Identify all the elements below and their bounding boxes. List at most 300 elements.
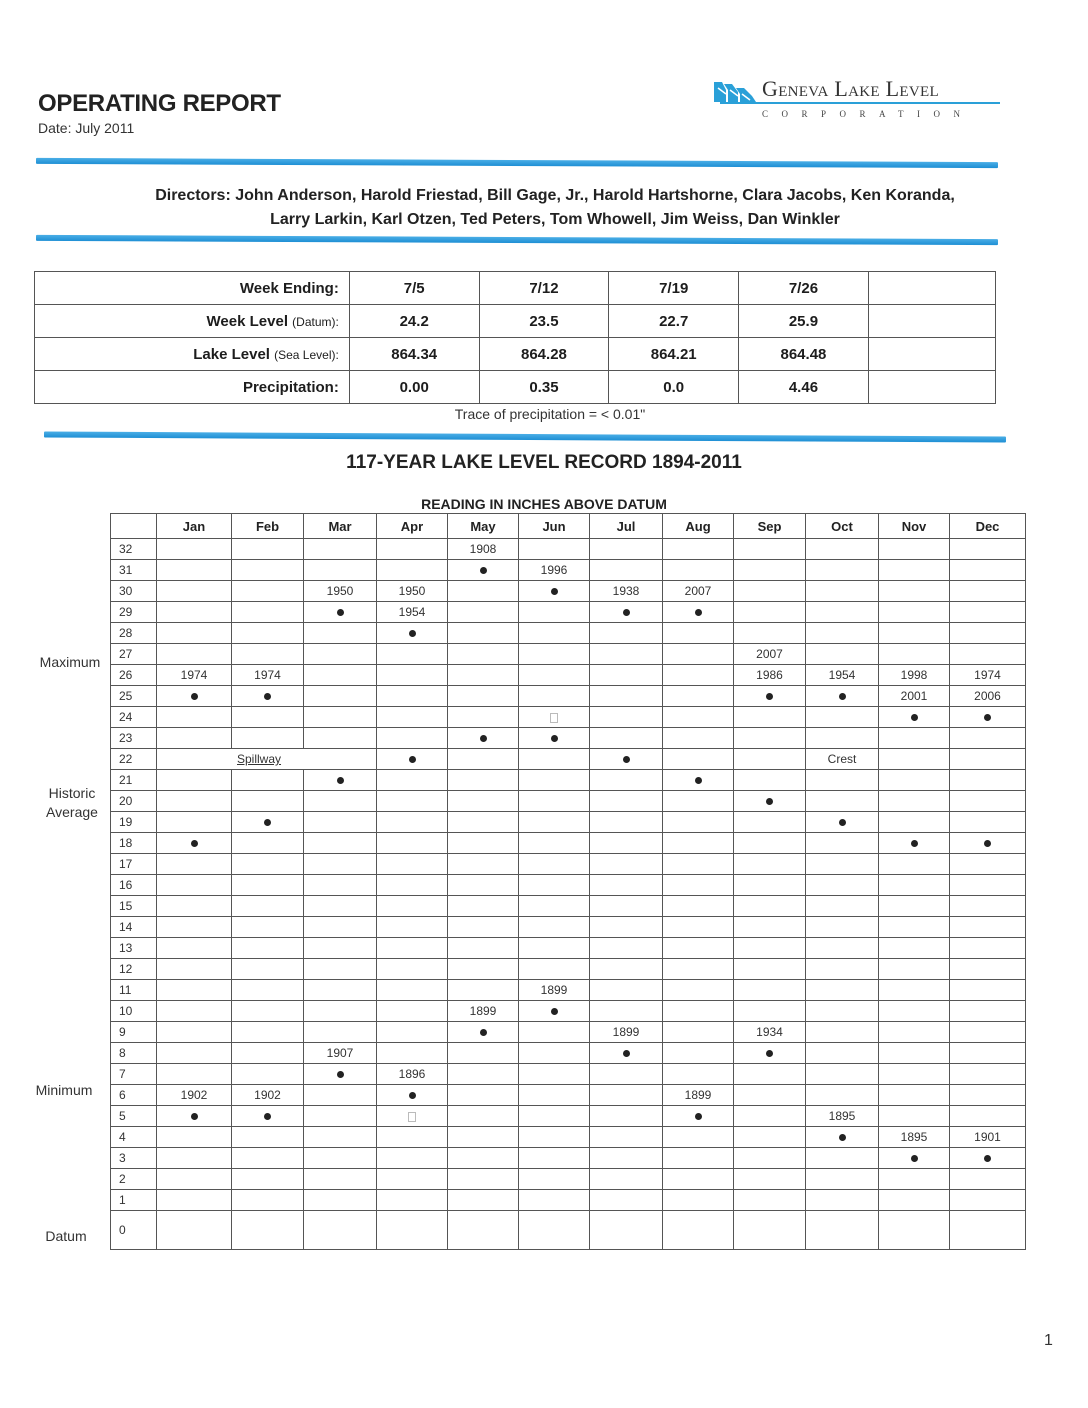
grid-cell-aug xyxy=(663,791,734,812)
grid-cell-mar xyxy=(304,896,377,917)
grid-cell-aug xyxy=(663,728,734,749)
grid-cell-apr xyxy=(377,1211,448,1250)
grid-cell-oct xyxy=(806,539,879,560)
grid-cell-sep xyxy=(734,1106,806,1127)
grid-cell-sep xyxy=(734,1043,806,1064)
grid-cell-nov xyxy=(879,980,950,1001)
lake-level-record-grid xyxy=(110,513,1026,1250)
grid-cell-aug xyxy=(663,1001,734,1022)
grid-cell-dec xyxy=(950,938,1026,959)
grid-cell-apr xyxy=(377,686,448,707)
level-dot-marker xyxy=(480,735,487,742)
grid-cell-may xyxy=(448,665,519,686)
grid-cell-oct xyxy=(806,1127,879,1148)
report-date: Date: July 2011 xyxy=(38,120,135,136)
level-label: 32 xyxy=(111,539,157,560)
grid-cell-jan xyxy=(157,707,232,728)
level-dot-marker xyxy=(264,693,271,700)
level-dot-marker xyxy=(480,1029,487,1036)
grid-cell-nov xyxy=(879,581,950,602)
grid-cell-aug xyxy=(663,581,734,602)
level-label: 15 xyxy=(111,896,157,917)
level-row xyxy=(111,644,1026,665)
grid-cell-mar xyxy=(304,644,377,665)
grid-cell-may xyxy=(448,1190,519,1211)
row-label-unit: (Datum): xyxy=(292,314,339,329)
grid-cell-oct xyxy=(806,980,879,1001)
grid-cell-may xyxy=(448,980,519,1001)
grid-cell-feb xyxy=(232,707,304,728)
level-label: 30 xyxy=(111,581,157,602)
level-label: 22 xyxy=(111,749,157,770)
grid-cell-jan xyxy=(157,1190,232,1211)
level-dot-marker xyxy=(984,714,991,721)
grid-cell-mar xyxy=(304,917,377,938)
grid-cell-jan xyxy=(157,1043,232,1064)
grid-cell-jan xyxy=(157,644,232,665)
grid-cell-nov xyxy=(879,665,950,686)
level-dot-marker xyxy=(409,1092,416,1099)
record-year: 1950 xyxy=(326,584,354,598)
grid-cell-jun xyxy=(519,1169,590,1190)
level-label: 10 xyxy=(111,1001,157,1022)
level-row xyxy=(111,896,1026,917)
weekly-cell: 864.34 xyxy=(349,338,479,371)
grid-cell-jan xyxy=(157,539,232,560)
row-label-text: Lake Level xyxy=(193,345,275,363)
grid-cell-oct xyxy=(806,1085,879,1106)
grid-cell-aug xyxy=(663,959,734,980)
grid-cell-may xyxy=(448,812,519,833)
grid-cell-aug xyxy=(663,938,734,959)
grid-cell-nov xyxy=(879,1043,950,1064)
level-row xyxy=(111,812,1026,833)
grid-cell-mar xyxy=(304,1169,377,1190)
grid-cell-jun xyxy=(519,665,590,686)
grid-cell-oct xyxy=(806,959,879,980)
grid-cell-may xyxy=(448,602,519,623)
grid-cell-apr xyxy=(377,1190,448,1211)
record-year: 1896 xyxy=(398,1067,426,1081)
grid-cell-mar xyxy=(304,854,377,875)
weekly-row xyxy=(35,305,996,338)
grid-cell-jul xyxy=(590,728,663,749)
grid-cell-sep xyxy=(734,1169,806,1190)
level-dot-marker xyxy=(191,1113,198,1120)
grid-cell-jun xyxy=(519,1190,590,1211)
grid-cell-dec xyxy=(950,1022,1026,1043)
grid-cell-oct xyxy=(806,1190,879,1211)
grid-cell-jan xyxy=(157,686,232,707)
grid-cell-may xyxy=(448,1043,519,1064)
record-year: 1996 xyxy=(540,563,568,577)
grid-cell-aug xyxy=(663,1043,734,1064)
record-year: 1908 xyxy=(469,542,497,556)
level-row xyxy=(111,854,1026,875)
grid-cell-mar xyxy=(304,623,377,644)
grid-cell-jun xyxy=(519,770,590,791)
weekly-row-label xyxy=(35,338,350,371)
grid-cell-aug xyxy=(663,623,734,644)
level-row xyxy=(111,980,1026,1001)
grid-cell-feb xyxy=(232,833,304,854)
level-dot-marker xyxy=(695,1113,702,1120)
grid-cell-jul xyxy=(590,812,663,833)
grid-cell-apr xyxy=(377,581,448,602)
grid-cell-oct xyxy=(806,938,879,959)
grid-cell-oct xyxy=(806,1043,879,1064)
level-dot-marker xyxy=(337,1071,344,1078)
level-label: 31 xyxy=(111,560,157,581)
grid-cell-jan xyxy=(157,980,232,1001)
grid-cell-apr xyxy=(377,749,448,770)
grid-cell-may xyxy=(448,1169,519,1190)
grid-cell-may xyxy=(448,833,519,854)
grid-cell-sep xyxy=(734,1022,806,1043)
grid-cell-oct xyxy=(806,833,879,854)
record-year: 1907 xyxy=(326,1046,354,1060)
level-dot-marker xyxy=(839,693,846,700)
grid-cell-aug xyxy=(663,686,734,707)
month-header-jan: Jan xyxy=(157,514,232,539)
grid-cell-aug xyxy=(663,1169,734,1190)
grid-cell-jun xyxy=(519,980,590,1001)
month-header-nov: Nov xyxy=(879,514,950,539)
grid-cell-apr xyxy=(377,812,448,833)
grid-cell-may xyxy=(448,539,519,560)
grid-cell-mar xyxy=(304,1127,377,1148)
grid-cell-jun xyxy=(519,581,590,602)
grid-cell-nov xyxy=(879,1169,950,1190)
level-label: 17 xyxy=(111,854,157,875)
grid-cell-oct xyxy=(806,623,879,644)
grid-cell-oct xyxy=(806,1148,879,1169)
weekly-cell xyxy=(868,371,995,404)
weekly-cell: 864.21 xyxy=(609,338,739,371)
grid-cell-jan xyxy=(157,854,232,875)
weekly-cell: 4.46 xyxy=(739,371,869,404)
grid-cell-aug xyxy=(663,875,734,896)
row-label-text: Precipitation: xyxy=(242,378,339,396)
corner-cell xyxy=(111,514,157,539)
grid-cell-mar xyxy=(304,728,377,749)
grid-cell-dec xyxy=(950,707,1026,728)
grid-cell-jun xyxy=(519,1106,590,1127)
grid-cell-jun xyxy=(519,812,590,833)
grid-cell-may xyxy=(448,707,519,728)
grid-cell-apr xyxy=(377,854,448,875)
report-title: OPERATING REPORT xyxy=(38,90,281,117)
grid-cell-sep xyxy=(734,1211,806,1250)
grid-cell-may xyxy=(448,1022,519,1043)
level-label: 5 xyxy=(111,1106,157,1127)
grid-cell-jun xyxy=(519,539,590,560)
level-row xyxy=(111,1127,1026,1148)
grid-cell-mar xyxy=(304,770,377,791)
grid-cell-feb xyxy=(232,1106,304,1127)
grid-cell-jan xyxy=(157,560,232,581)
grid-cell-jun xyxy=(519,1211,590,1250)
grid-cell-sep xyxy=(734,854,806,875)
level-dot-marker xyxy=(984,840,991,847)
grid-cell-jun xyxy=(519,1127,590,1148)
grid-cell-jan xyxy=(157,770,232,791)
weekly-cell: 7/26 xyxy=(739,272,869,305)
grid-cell-dec xyxy=(950,1127,1026,1148)
grid-cell-jan xyxy=(157,665,232,686)
level-label: 25 xyxy=(111,686,157,707)
record-year: 1974 xyxy=(974,668,1001,682)
level-row xyxy=(111,1064,1026,1085)
grid-cell-aug xyxy=(663,1211,734,1250)
grid-cell-feb xyxy=(232,560,304,581)
weekly-row-label xyxy=(35,371,350,404)
level-dot-marker xyxy=(984,1155,991,1162)
grid-cell-may xyxy=(448,581,519,602)
grid-cell-nov xyxy=(879,1001,950,1022)
grid-cell-nov xyxy=(879,1211,950,1250)
level-row xyxy=(111,749,1026,770)
grid-cell-feb xyxy=(232,686,304,707)
grid-cell-sep xyxy=(734,875,806,896)
grid-cell-feb xyxy=(232,1022,304,1043)
grid-cell-nov xyxy=(879,770,950,791)
historic-average-label xyxy=(30,784,114,822)
grid-cell-oct xyxy=(806,875,879,896)
level-dot-marker xyxy=(695,609,702,616)
maximum-label: Maximum xyxy=(39,654,101,670)
grid-cell-jan xyxy=(157,1064,232,1085)
grid-cell-jun xyxy=(519,896,590,917)
record-year: 1895 xyxy=(828,1109,856,1123)
record-year: 1899 xyxy=(540,983,568,997)
grid-cell-sep xyxy=(734,644,806,665)
grid-cell-mar xyxy=(304,602,377,623)
grid-cell-sep xyxy=(734,917,806,938)
grid-cell-jun xyxy=(519,854,590,875)
grid-cell-jun xyxy=(519,623,590,644)
level-row xyxy=(111,560,1026,581)
grid-cell-sep xyxy=(734,1064,806,1085)
level-label: 20 xyxy=(111,791,157,812)
level-label: 26 xyxy=(111,665,157,686)
grid-cell-apr xyxy=(377,1022,448,1043)
grid-cell-aug xyxy=(663,854,734,875)
grid-cell-feb xyxy=(232,644,304,665)
grid-cell-jul xyxy=(590,1085,663,1106)
level-label: 11 xyxy=(111,980,157,1001)
grid-cell-jun xyxy=(519,602,590,623)
grid-cell-apr xyxy=(377,539,448,560)
grid-cell-feb xyxy=(232,602,304,623)
level-row xyxy=(111,833,1026,854)
grid-cell-aug xyxy=(663,1022,734,1043)
grid-cell-jan xyxy=(157,728,232,749)
grid-cell-sep xyxy=(734,602,806,623)
grid-cell-sep xyxy=(734,560,806,581)
level-label: 16 xyxy=(111,875,157,896)
grid-cell-apr xyxy=(377,1106,448,1127)
level-label: 21 xyxy=(111,770,157,791)
grid-cell-nov xyxy=(879,749,950,770)
grid-cell-feb xyxy=(232,581,304,602)
grid-cell-may xyxy=(448,1001,519,1022)
grid-cell-jul xyxy=(590,1148,663,1169)
grid-cell-jul xyxy=(590,896,663,917)
grid-cell-sep xyxy=(734,959,806,980)
grid-cell-dec xyxy=(950,959,1026,980)
level-dot-marker xyxy=(766,798,773,805)
grid-cell-nov xyxy=(879,959,950,980)
grid-cell-may xyxy=(448,875,519,896)
grid-cell-jan xyxy=(157,833,232,854)
grid-cell-apr xyxy=(377,1043,448,1064)
grid-cell-mar xyxy=(304,791,377,812)
level-dot-marker xyxy=(911,1155,918,1162)
record-year: 1954 xyxy=(828,668,856,682)
grid-cell-nov xyxy=(879,791,950,812)
level-label: 23 xyxy=(111,728,157,749)
grid-cell-jul xyxy=(590,833,663,854)
grid-cell-nov xyxy=(879,854,950,875)
grid-cell-dec xyxy=(950,854,1026,875)
grid-cell-apr xyxy=(377,560,448,581)
grid-cell-jun xyxy=(519,917,590,938)
grid-cell-aug xyxy=(663,896,734,917)
record-title: 117-YEAR LAKE LEVEL RECORD 1894-2011 xyxy=(346,452,742,473)
minimum-label: Minimum xyxy=(35,1082,93,1098)
grid-cell-sep xyxy=(734,539,806,560)
datum-label: Datum xyxy=(45,1228,87,1244)
grid-cell-apr xyxy=(377,665,448,686)
grid-cell-may xyxy=(448,770,519,791)
grid-cell-aug xyxy=(663,1106,734,1127)
grid-cell-mar xyxy=(304,959,377,980)
grid-cell-jul xyxy=(590,749,663,770)
grid-cell-apr xyxy=(377,917,448,938)
grid-cell-apr xyxy=(377,1064,448,1085)
grid-cell-nov xyxy=(879,938,950,959)
grid-cell-sep xyxy=(734,1085,806,1106)
level-dot-marker xyxy=(623,1050,630,1057)
grid-cell-sep xyxy=(734,1190,806,1211)
grid-cell-feb xyxy=(232,896,304,917)
grid-cell-apr xyxy=(377,623,448,644)
month-header-sep: Sep xyxy=(734,514,806,539)
grid-cell-sep xyxy=(734,749,806,770)
grid-cell-feb xyxy=(232,665,304,686)
grid-cell-jan xyxy=(157,1001,232,1022)
grid-cell-nov xyxy=(879,602,950,623)
weekly-cell: 7/19 xyxy=(609,272,739,305)
grid-cell-nov xyxy=(879,1064,950,1085)
grid-cell-may xyxy=(448,1085,519,1106)
grid-cell-oct xyxy=(806,812,879,833)
weekly-cell xyxy=(868,305,995,338)
month-header-row xyxy=(111,514,1026,539)
row-label-text: Week Level xyxy=(206,312,293,330)
grid-cell-jul xyxy=(590,1169,663,1190)
grid-cell-mar xyxy=(304,812,377,833)
grid-cell-apr xyxy=(377,707,448,728)
level-dot-marker xyxy=(264,819,271,826)
month-header-aug: Aug xyxy=(663,514,734,539)
level-dot-marker xyxy=(409,630,416,637)
grid-cell-jul xyxy=(590,875,663,896)
grid-cell-jul xyxy=(590,1127,663,1148)
record-year: 1902 xyxy=(180,1088,208,1102)
level-label: 29 xyxy=(111,602,157,623)
level-row xyxy=(111,1001,1026,1022)
month-header-oct: Oct xyxy=(806,514,879,539)
weekly-row-label xyxy=(35,272,350,305)
grid-cell-jun xyxy=(519,1043,590,1064)
historic-label: Historic xyxy=(48,785,96,801)
grid-cell-apr xyxy=(377,1001,448,1022)
level-label: 24 xyxy=(111,707,157,728)
weekly-row xyxy=(35,338,996,371)
grid-cell-nov xyxy=(879,812,950,833)
grid-cell-feb xyxy=(232,791,304,812)
logo-underline xyxy=(720,102,1000,104)
grid-cell-oct xyxy=(806,1211,879,1250)
grid-cell-may xyxy=(448,791,519,812)
grid-cell-nov xyxy=(879,917,950,938)
weekly-row-label xyxy=(35,305,350,338)
grid-cell-oct xyxy=(806,749,879,770)
grid-cell-dec xyxy=(950,728,1026,749)
level-label: 12 xyxy=(111,959,157,980)
grid-cell-jun xyxy=(519,1148,590,1169)
grid-cell-dec xyxy=(950,1043,1026,1064)
grid-cell-feb xyxy=(232,1043,304,1064)
grid-cell-nov xyxy=(879,896,950,917)
grid-cell-mar xyxy=(304,875,377,896)
level-row xyxy=(111,938,1026,959)
grid-cell-dec xyxy=(950,812,1026,833)
square-marker xyxy=(408,1112,416,1122)
level-dot-marker xyxy=(911,840,918,847)
grid-cell-dec xyxy=(950,749,1026,770)
level-label: 18 xyxy=(111,833,157,854)
level-row xyxy=(111,1106,1026,1127)
record-year: 2001 xyxy=(900,689,928,703)
grid-cell-may xyxy=(448,644,519,665)
grid-cell-dec xyxy=(950,623,1026,644)
grid-cell-mar xyxy=(304,707,377,728)
level-row xyxy=(111,770,1026,791)
grid-cell-apr xyxy=(377,602,448,623)
grid-cell-aug xyxy=(663,665,734,686)
level-dot-marker xyxy=(191,840,198,847)
grid-cell-jun xyxy=(519,938,590,959)
grid-cell-dec xyxy=(950,791,1026,812)
grid-cell-jul xyxy=(590,539,663,560)
grid-cell-nov xyxy=(879,707,950,728)
grid-cell-apr xyxy=(377,959,448,980)
company-logo xyxy=(712,76,1012,126)
grid-cell-jul xyxy=(590,959,663,980)
grid-cell-feb xyxy=(232,1064,304,1085)
grid-cell-nov xyxy=(879,728,950,749)
record-year: 1899 xyxy=(469,1004,497,1018)
grid-cell-aug xyxy=(663,644,734,665)
grid-cell-jun xyxy=(519,728,590,749)
grid-cell-aug xyxy=(663,539,734,560)
waves-logo-icon xyxy=(712,78,758,104)
grid-cell-oct xyxy=(806,686,879,707)
record-subtitle: READING IN INCHES ABOVE DATUM xyxy=(421,496,667,512)
